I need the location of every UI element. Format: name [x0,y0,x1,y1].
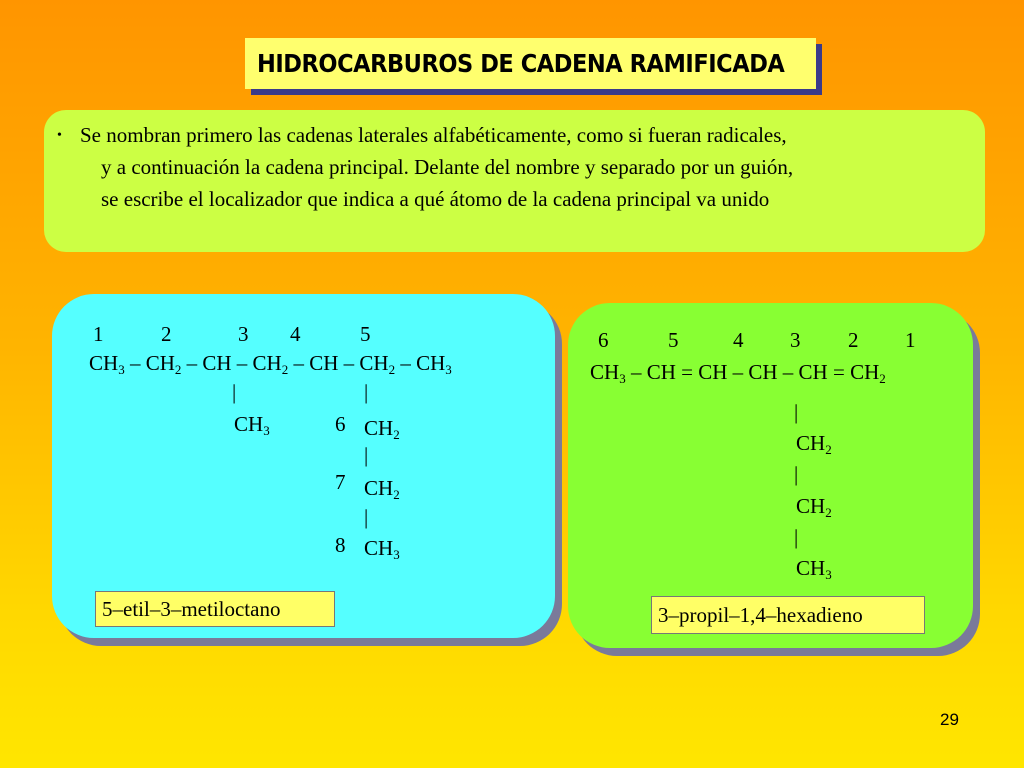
locant: 3 [790,328,801,352]
locant: 5 [668,328,679,352]
bond-line: | [794,400,799,424]
locant: 4 [733,328,744,352]
branch-formula: $CH_2$ [364,416,400,442]
bond-line: | [794,525,799,549]
locant: 6 [598,328,609,352]
title-box [245,38,816,89]
locant: 1 [93,322,104,346]
branch-formula: $CH_3$ [234,412,270,438]
intro-line-1: Se nombran primero las cadenas laterales alfabéticamente, como si fueran radicales, [80,123,787,147]
page-title: HIDROCARBUROS DE CADENA RAMIFICADA [257,49,785,78]
bond-line: | [364,505,369,529]
locant: 8 [335,533,346,557]
bond-line: | [364,380,369,404]
bond-line: | [794,462,799,486]
compound-name: 5–etil–3–metiloctano [95,591,335,627]
locant: 5 [360,322,371,346]
intro-box [44,110,985,252]
bullet-icon: • [57,128,62,143]
compound-name: 3–propil–1,4–hexadieno [651,596,925,634]
bond-line: | [232,380,237,404]
branch-formula: $CH_2$ [364,476,400,502]
branch-formula: $CH_2$ [796,431,832,457]
bond-line: | [364,443,369,467]
main-chain-formula: $CH_3$ – CH = CH – CH – CH = $CH_2$ [590,360,886,386]
branch-formula: $CH_3$ [796,556,832,582]
page-number: 29 [940,710,959,729]
locant: 7 [335,470,346,494]
intro-line-2: y a continuación la cadena principal. Delante del nombre y separado por un guión, [101,155,794,179]
locant: 4 [290,322,301,346]
locant: 2 [161,322,172,346]
intro-line-3: se escribe el localizador que indica a qué átomo de la cadena principal va unido [101,187,770,211]
branch-formula: $CH_3$ [364,536,400,562]
main-chain-formula: $CH_3 - CH_2$ – CH – $CH_2$ – CH – $CH_2 - CH_3$ [89,351,452,377]
left-example-panel [52,294,555,638]
branch-formula: $CH_2$ [796,494,832,520]
locant: 2 [848,328,859,352]
locant: 1 [905,328,916,352]
locant: 6 [335,412,346,436]
locant: 3 [238,322,249,346]
